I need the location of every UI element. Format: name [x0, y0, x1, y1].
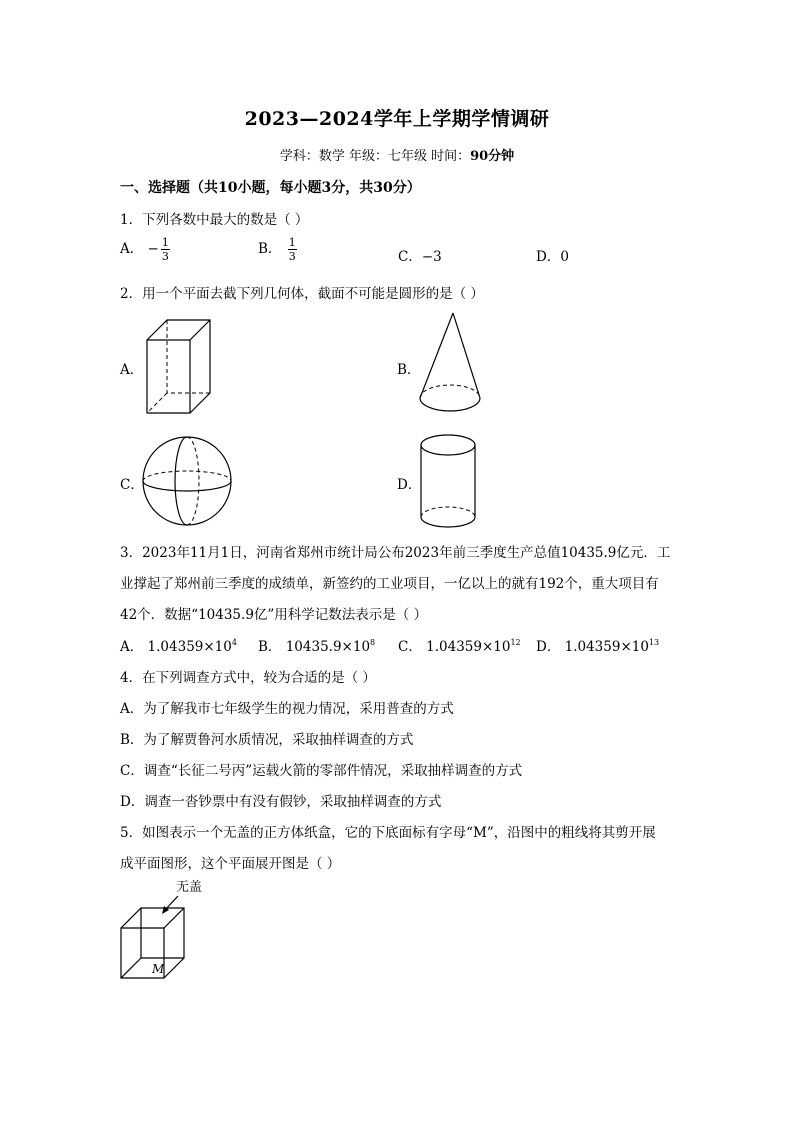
q1-stem: 1．下列各数中最大的数是（ ）	[120, 212, 309, 228]
cylinder-figure	[418, 432, 480, 532]
q3-d-base: 1.04359×10	[564, 639, 649, 655]
q1-a-denominator: 3	[161, 250, 169, 263]
sphere-meridian-front	[175, 437, 187, 525]
q1-b-numerator: 1	[288, 236, 296, 249]
subtitle-prefix: 学科：数学 年级：七年级 时间：	[279, 149, 471, 164]
cuboid-hidden-diagonal	[147, 393, 167, 413]
q4-option-c: C．调查“长征二号丙”运载火箭的零部件情况，采取抽样调查的方式	[120, 763, 523, 779]
cone-figure	[415, 310, 485, 420]
q1-option-c: C．−3	[398, 249, 442, 265]
q3-option-a	[120, 635, 237, 655]
sphere-equator-back	[143, 471, 231, 481]
q4-stem: 4．在下列调查方式中，较为合适的是（ ）	[120, 670, 376, 686]
cylinder-base-front	[421, 517, 475, 527]
sphere-equator-front	[143, 481, 231, 491]
cone-left-side	[420, 313, 453, 398]
q2-option-d-label: D．	[397, 477, 422, 493]
cylinder-top	[421, 435, 475, 455]
q1-option-a	[120, 236, 170, 263]
q3-line-3: 42个．数据“10435.9亿”用科学记数法表示是（ ）	[120, 607, 428, 623]
q5-line-1: 5．如图表示一个无盖的正方体纸盒，它的下底面标有字母“M”，沿图中的粗线将其剪开展	[120, 825, 656, 841]
q3-c-exponent: 12	[510, 638, 521, 647]
sphere-meridian-back	[187, 437, 199, 525]
page-subtitle	[0, 145, 794, 164]
q3-a-label: A．	[120, 639, 144, 655]
no-lid-label: 无盖	[176, 880, 203, 895]
q3-d-label: D．	[536, 639, 561, 655]
cone-base-front	[420, 398, 480, 411]
q1-option-d: D．0	[536, 249, 569, 265]
q1-a-numerator: 1	[161, 236, 169, 249]
q4-option-b: B．为了解贾鲁河水质情况，采取抽样调查的方式	[120, 732, 414, 748]
q3-c-base: 1.04359×10	[426, 639, 511, 655]
cuboid-front-face	[147, 340, 190, 413]
q1-option-b	[258, 236, 297, 263]
cuboid-top-edge	[190, 320, 210, 340]
q5-line-2: 成平面图形，这个平面展开图是（ ）	[120, 856, 341, 872]
sphere-outline	[143, 437, 231, 525]
q2-option-c-label: C．	[120, 477, 144, 493]
q1-b-denominator: 3	[288, 250, 296, 263]
q3-option-d	[536, 635, 659, 655]
sphere-figure	[140, 435, 235, 530]
q1-option-b-fraction	[288, 236, 297, 263]
subtitle-time: 90分钟	[470, 149, 515, 164]
q3-b-label: B．	[258, 639, 282, 655]
q1-option-b-label: B．	[258, 241, 282, 257]
q1-option-a-label: A．	[120, 241, 144, 257]
q3-a-exponent: 4	[231, 638, 237, 647]
q3-b-exponent: 8	[370, 638, 376, 647]
cube-inner-edges	[141, 908, 184, 958]
q3-option-c	[398, 635, 521, 655]
section-heading: 一、选择题（共10小题，每小题3分，共30分）	[120, 180, 421, 196]
q4-option-a: A．为了解我市七年级学生的视力情况，采用普查的方式	[120, 701, 454, 717]
q2-stem: 2．用一个平面去截下列几何体，截面不可能是圆形的是（ ）	[120, 286, 484, 302]
cuboid-figure	[140, 318, 215, 418]
q3-a-base: 1.04359×10	[147, 639, 232, 655]
cylinder-base-back	[421, 507, 475, 517]
q3-c-label: C．	[398, 639, 422, 655]
q3-line-2: 业撑起了郑州前三季度的成绩单，新签约的工业项目，一亿以上的就有192个，重大项目有	[120, 576, 659, 592]
cone-base-back	[420, 385, 480, 398]
q1-option-a-fraction	[161, 236, 170, 263]
page-title: 2023—2024学年上学期学情调研	[244, 108, 550, 130]
q3-option-b	[258, 635, 375, 655]
cuboid-top-right-edges	[147, 320, 210, 413]
q3-b-base: 10435.9×10	[285, 639, 371, 655]
q2-option-b-label: B．	[397, 362, 421, 378]
q1-option-a-sign: −	[147, 241, 159, 257]
q3-d-exponent: 13	[648, 638, 660, 647]
q4-option-d: D．调查一沓钞票中有没有假钞，采取抽样调查的方式	[120, 794, 442, 810]
cube-inner-diagonal	[121, 958, 141, 978]
q3-line-1: 3．2023年11月1日，河南省郑州市统计局公布2023年前三季度生产总值10435.9亿元．工	[120, 545, 671, 561]
cuboid-hidden-edges	[167, 320, 210, 393]
cube-face-letter: M	[152, 962, 165, 976]
q2-option-a-label: A．	[120, 362, 144, 378]
